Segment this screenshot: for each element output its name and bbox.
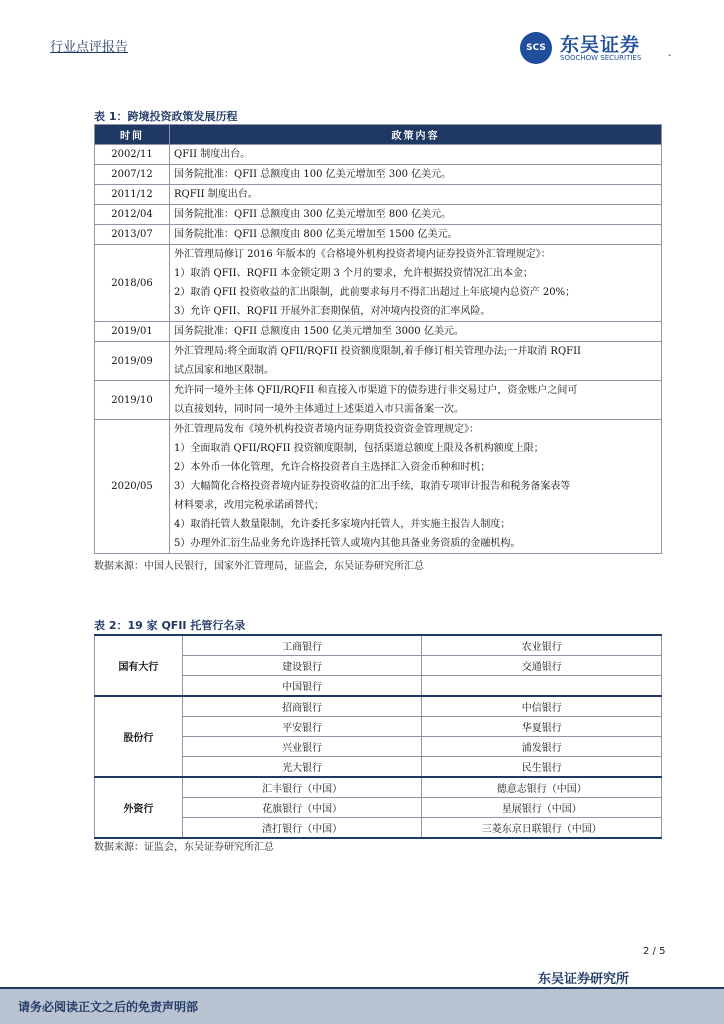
bank-name: 浦发银行 <box>422 737 662 757</box>
bank-name: 农业银行 <box>422 635 662 656</box>
policy-date: 2011/12 <box>95 185 170 205</box>
policy-line: 1）取消 QFII、RQFII 本金锁定期 3 个月的要求，允许根据投资情况汇出本金； <box>174 268 534 279</box>
policy-line: 外汇管理局:将全面取消 QFII/RQFII 投资额度限制,着手修订相关管理办法;一并取消 RQFII <box>174 346 581 357</box>
policy-date: 2018/06 <box>95 245 170 322</box>
logo-en-text: SOOCHOW SECURITIES <box>560 54 642 62</box>
bank-name: 中信银行 <box>422 696 662 717</box>
table-row <box>95 777 662 798</box>
policy-history-table <box>94 124 662 554</box>
policy-line: 5）办理外汇衍生品业务允许选择托管人或境内其他具备业务资质的金融机构。 <box>174 538 521 549</box>
policy-line: 以直接划转，同时同一境外主体通过上述渠道入市只需备案一次。 <box>174 404 464 415</box>
bank-name <box>422 676 662 697</box>
logo-cn-text: 东吴证券 <box>560 34 641 56</box>
policy-line: 1）全面取消 QFII/RQFII 投资额度限制，包括渠道总额度上限及各机构额度上限； <box>174 443 544 454</box>
policy-line: QFII 制度出台。 <box>174 149 251 160</box>
table-row <box>95 381 662 420</box>
policy-line: 材料要求，改用完税承诺函替代； <box>174 500 324 511</box>
policy-line: 国务院批准：QFII 总额度由 300 亿美元增加至 800 亿美元。 <box>174 209 452 220</box>
policy-date: 2013/07 <box>95 225 170 245</box>
table-row <box>95 245 662 322</box>
bank-category: 股份行 <box>95 696 183 777</box>
policy-line: 国务院批准：QFII 总额度由 1500 亿美元增加至 3000 亿美元。 <box>174 326 464 337</box>
bank-name: 光大银行 <box>182 757 422 778</box>
table-row <box>95 322 662 342</box>
header-dash: - <box>668 50 672 61</box>
bank-name: 中国银行 <box>182 676 422 697</box>
bank-name: 德意志银行（中国） <box>422 777 662 798</box>
policy-date: 2012/04 <box>95 205 170 225</box>
logo-mark-icon: SCS <box>520 32 552 64</box>
policy-content <box>170 381 662 420</box>
policy-content <box>170 322 662 342</box>
company-logo <box>520 30 670 66</box>
policy-content <box>170 145 662 165</box>
policy-line: 允许同一境外主体 QFII/RQFII 和直接入市渠道下的债券进行非交易过户，资金账户之间可 <box>174 385 578 396</box>
table1-header-time: 时间 <box>95 125 170 145</box>
table1-source: 数据来源：中国人民银行，国家外汇管理局，证监会，东吴证券研究所汇总 <box>94 561 424 572</box>
table-row <box>95 145 662 165</box>
policy-date: 2019/09 <box>95 342 170 381</box>
disclaimer-text: 请务必阅读正文之后的免责声明部 <box>18 1000 199 1014</box>
bank-name: 兴业银行 <box>182 737 422 757</box>
footer-firm: 东吴证券研究所 <box>538 972 630 987</box>
bank-name: 华夏银行 <box>422 717 662 737</box>
policy-content <box>170 185 662 205</box>
table2-caption: 表 2：19 家 QFII 托管行名录 <box>94 619 246 632</box>
policy-line: 国务院批准：QFII 总额度由 100 亿美元增加至 300 亿美元。 <box>174 169 452 180</box>
bank-category: 外资行 <box>95 777 183 838</box>
policy-content <box>170 420 662 554</box>
bank-category: 国有大行 <box>95 635 183 696</box>
table-row <box>95 185 662 205</box>
policy-line: 3）大幅简化合格投资者境内证券投资收益的汇出手续，取消专项审计报告和税务备案表等 <box>174 481 571 492</box>
policy-content <box>170 245 662 322</box>
table-row <box>95 165 662 185</box>
table-row <box>95 342 662 381</box>
bank-name: 平安银行 <box>182 717 422 737</box>
table-row <box>95 420 662 554</box>
report-type: 行业点评报告 <box>50 40 129 55</box>
policy-line: 3）允许 QFII、RQFII 开展外汇套期保值，对冲境内投资的汇率风险。 <box>174 306 491 317</box>
table1-header-content: 政策内容 <box>170 125 662 145</box>
bank-name: 渣打银行（中国） <box>182 818 422 839</box>
policy-date: 2002/11 <box>95 145 170 165</box>
bank-name: 工商银行 <box>182 635 422 656</box>
bank-name: 民生银行 <box>422 757 662 778</box>
policy-date: 2007/12 <box>95 165 170 185</box>
page-number: 2 / 5 <box>643 946 666 957</box>
policy-line: 外汇管理局发布《境外机构投资者境内证券期货投资资金管理规定》： <box>174 424 479 435</box>
policy-content <box>170 342 662 381</box>
policy-line: 试点国家和地区限制。 <box>174 365 274 376</box>
table-row <box>95 205 662 225</box>
policy-content <box>170 225 662 245</box>
footer-bar <box>0 989 724 1024</box>
bank-name: 花旗银行（中国） <box>182 798 422 818</box>
policy-line: 2）取消 QFII 投资收益的汇出限制，此前要求每月不得汇出超过上年底境内总资产 20%； <box>174 287 576 298</box>
policy-line: 2）本外币一体化管理，允许合格投资者自主选择汇入资金币种和时机； <box>174 462 491 473</box>
bank-name: 招商银行 <box>182 696 422 717</box>
policy-line: 4）取消托管人数量限制，允许委托多家境内托管人，并实施主报告人制度； <box>174 519 511 530</box>
table-row <box>95 635 662 656</box>
policy-content <box>170 165 662 185</box>
policy-line: 外汇管理局修订 2016 年版本的《合格境外机构投资者境内证券投资外汇管理规定》： <box>174 249 551 260</box>
policy-line: RQFII 制度出台。 <box>174 189 258 200</box>
table-row <box>95 225 662 245</box>
bank-name: 建设银行 <box>182 656 422 676</box>
policy-date: 2019/01 <box>95 322 170 342</box>
table2-source: 数据来源：证监会，东吴证券研究所汇总 <box>94 842 274 853</box>
policy-line: 国务院批准：QFII 总额度由 800 亿美元增加至 1500 亿美元。 <box>174 229 458 240</box>
bank-name: 汇丰银行（中国） <box>182 777 422 798</box>
bank-name: 交通银行 <box>422 656 662 676</box>
bank-name: 星展银行（中国） <box>422 798 662 818</box>
policy-date: 2019/10 <box>95 381 170 420</box>
table1-caption: 表 1：跨境投资政策发展历程 <box>94 110 238 123</box>
policy-content <box>170 205 662 225</box>
custodian-bank-table <box>94 634 662 839</box>
table-row <box>95 696 662 717</box>
bank-name: 三菱东京日联银行（中国） <box>422 818 662 839</box>
policy-date: 2020/05 <box>95 420 170 554</box>
